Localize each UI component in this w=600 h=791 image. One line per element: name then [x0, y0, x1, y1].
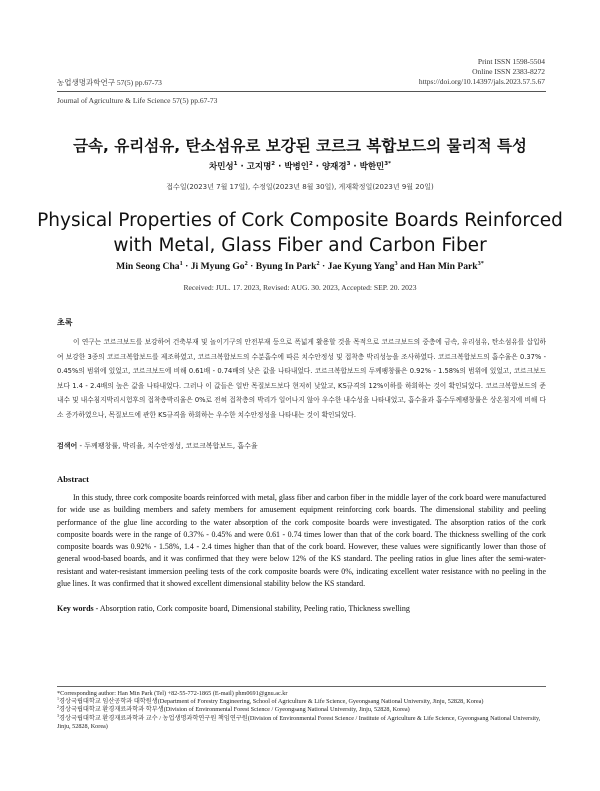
keywords-en-label: Key words — [57, 604, 94, 613]
footnotes — [57, 690, 546, 731]
author-kr: 박병인 — [284, 162, 309, 172]
title-en-line1: Physical Properties of Cork Composite Boards Reinforced — [37, 210, 563, 231]
issn-block — [419, 57, 545, 87]
keywords-kr: 검색어 - 두께팽창률, 박리율, 치수안정성, 코르크복합보드, 흡수율 — [57, 442, 258, 450]
title-kr: 금속, 유리섬유, 탄소섬유로 보강된 코르크 복합보드의 물리적 특성 — [73, 137, 527, 155]
abstract-kr-body: 이 연구는 코르크보드를 보강하여 건축부재 및 놀이기구의 안전부재 등으로 폭넓게 활용할 것을 목적으로 코르크보드의 중층에 금속, 유리섬유, 탄소섬유를 삽입하여 보강한 3종의 코르크복합보드를 제조하였고, 코르크복합보드의 수분흡수에 따른 치수안정성 및 접착층 박리성능을 조사하였다. 코르크복합보드의 흡수율은 0.37% - 0.45%의 범위에 있었고, 코르크보드에 비해 0.61배 - 0.74배의 낮은 값을 나타내었다. 코르크복합보드의 두께팽창률은 0.92% - 1.58%의 범위에 있었고, 코르크보드 보다 1.4 - 2.4배의 높은 값을 나타내었다. 그러나 이 값들은 일반 목질보드보다 현저히 낮았고, KS규격의 12%이하를 하회하는 것이 확인되었다. 코르크복합보드의 준내수 및 내수침지박리시험후의 접착층박리율은 0%로 전혀 접착층의 박리가 일어나지 않아 우수한 내수성을 나타내었고, 흡수율과 흡수두께팽창률은 상온침지에 비해 다소 증가하였으나, 목질보드에 관한 KS규격을 하회하는 우수한 치수안정성을 나타내는 것이 확인되었다. — [57, 338, 546, 419]
affiliation-2: $^2$경상국립대학교 환경재료과학과 학부생(Division of Environmental Forest Science / Gyeongsang National University, Jinju, 52828, Korea) — [57, 704, 410, 714]
abstract-en-heading: Abstract — [57, 474, 89, 484]
abstract-en-body: In this study, three cork composite boards reinforced with metal, glass fiber and carbon fiber in the middle layer of the cork board were manufactured for wide use as building members and safety members for amusement equipment reinforcing cork boards. The dimensional stability and peeling performance of the glue line according to the water absorption of the cork composite boards were investigated. The absorption ratios of the cork composite boards were in the range of 0.37% - 0.45% and were 0.61 - 0.74 times lower than that of the cork board. The thickness swelling of the cork composite boards was 0.92% - 1.58%, 1.4 - 2.4 times higher than that of the cork board. However, these values were significantly lower than those of general wood-based boards, and it was confirmed that they were below 12% of the KS standard. The peeling ratios in glue lines after the semi-water-resistant and water-resistant immersion peeling tests of the cork composite boards were 0%, indicating excellent water resistance with no peeling in the glue lines. It was confirmed that it showed excellent dimensional stability below the KS standard. — [57, 493, 546, 589]
keywords-en-list: Absorption ratio, Cork composite board, Dimensional stability, Peeling ratio, Thickness swelling — [99, 604, 410, 613]
print-issn: Print ISSN 1598-5504 — [477, 57, 545, 66]
author-en: Byung In Park — [255, 261, 317, 272]
journal-name-kr: 농업생명과학연구 57(5) pp.67-73 — [57, 78, 162, 87]
header-rule — [57, 91, 546, 92]
keywords-en: Key words - Absorption ratio, Cork composite board, Dimensional stability, Peeling ratio, Thickness swelling — [57, 604, 410, 613]
author-en: Min Seong Cha — [116, 261, 180, 272]
affiliation-1: $^1$경상국립대학교 임산공학과 대학원생(Department of Forestry Engineering, School of Agriculture & Life Science, Gyeongsang National University, Jinju, 52828, Korea) — [57, 696, 484, 706]
keywords-kr-list: 두께팽창률, 박리율, 치수안정성, 코르크복합보드, 흡수율 — [84, 442, 258, 450]
affiliation-3: $^3$경상국립대학교 환경재료과학과 교수 / 농업생명과학연구원 책임연구원(Division of Environmental Forest Science / Institute of Agriculture & Life Science, Gyeongsang National University, Jinju, 52828, Korea) — [57, 712, 541, 730]
doi-link[interactable]: https://doi.org/10.14397/jals.2023.57.5.67 — [418, 77, 545, 86]
author-en: Ji Myung Go — [190, 261, 245, 272]
journal-name-en: Journal of Agriculture & Life Science 57(5) pp.67-73 — [57, 96, 218, 105]
authors-kr: 차민성$^1$ · 고지명$^2$ · 박병인$^2$ · 양재경$^3$ · 박한민$^{3*}$ — [209, 161, 391, 172]
online-issn: Online ISSN 2383-8272 — [472, 67, 545, 76]
author-kr: 차민성 — [209, 162, 234, 172]
author-kr: 고지명 — [246, 162, 272, 172]
abstract-kr-heading: 초록 — [57, 318, 73, 327]
corresponding-author: *Corresponding author: Han Min Park (Tel) +82-55-772-1865 (E-mail) phm0691@gnu.ac.kr — [57, 690, 288, 697]
title-en-line2: with Metal, Glass Fiber and Carbon Fiber — [113, 235, 487, 256]
dates-kr: 접수일(2023년 7월 17일), 수정일(2023년 8월 30일), 게재확정일(2023년 9월 20일) — [166, 183, 434, 191]
author-en: Jae Kyung Yang — [327, 261, 395, 272]
author-kr: 양재경 — [321, 162, 347, 172]
author-en: and Han Min Park — [400, 261, 478, 272]
dates-en: Received: JUL. 17. 2023, Revised: AUG. 30. 2023, Accepted: SEP. 20. 2023 — [183, 283, 417, 292]
footnote-rule — [57, 686, 546, 687]
title-en — [0, 208, 600, 258]
keywords-kr-label: 검색어 — [57, 442, 78, 450]
authors-en: Min Seong Cha$^1$ · Ji Myung Go$^2$ · Byung In Park$^2$ · Jae Kyung Yang$^3$ and Han Min Park$^{3*}$ — [116, 259, 484, 272]
author-kr: 박한민 — [359, 162, 385, 172]
